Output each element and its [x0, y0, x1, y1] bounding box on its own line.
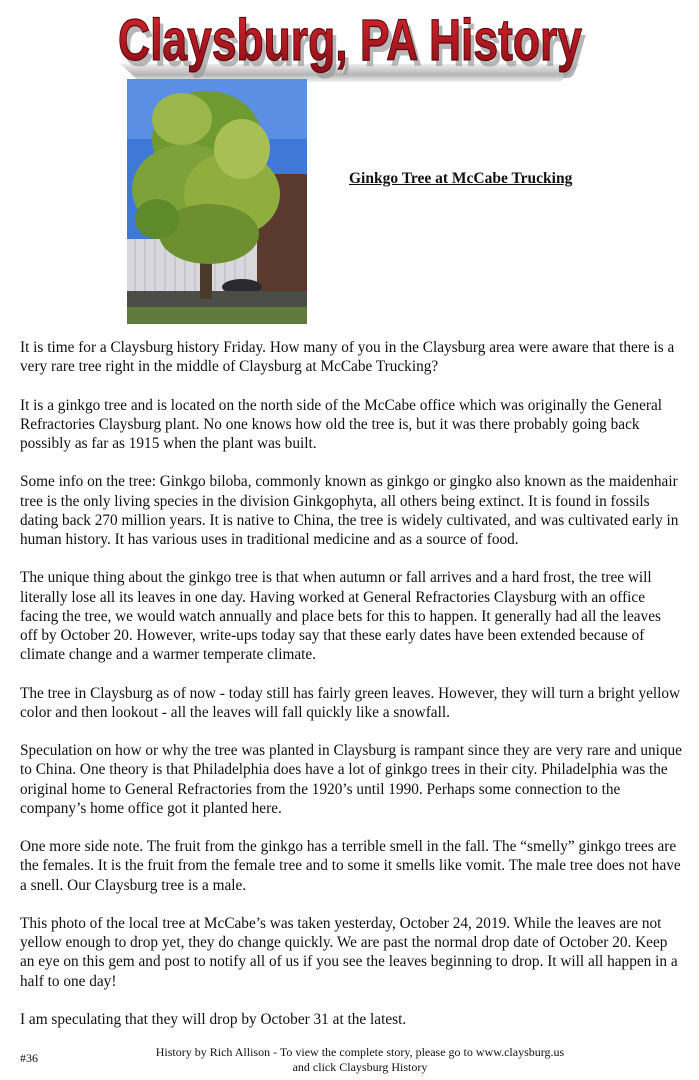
- footer-line-1: History by Rich Allison - To view the complete story, please go to www.claysburg.us: [155, 1045, 565, 1059]
- page-title: Claysburg, PA History: [118, 8, 582, 73]
- photo-caption: Ginkgo Tree at McCabe Trucking: [349, 170, 573, 187]
- ginkgo-tree-photo: [127, 79, 307, 324]
- paragraph: One more side note. The fruit from the ginkgo has a terrible smell in the fall. The “smelly” ginkgo trees are the females. It is the fruit from the female tree and to some it smells like vomit. The male tree does not have a snell. Our Claysburg tree is a male.: [20, 838, 681, 894]
- page-number: #36: [20, 1051, 38, 1065]
- article-body: [20, 338, 682, 1048]
- paragraph: Speculation on how or why the tree was planted in Claysburg is rampant since they are very rare and unique to China. One theory is that Philadelphia does have a lot of ginkgo trees in their city. Philadelphia was the original home to General Refractories from the 1920’s until 1990. Perhaps some connection to the company’s home office got it planted here.: [20, 742, 682, 817]
- paragraph: I am speculating that they will drop by October 31 at the latest.: [20, 1010, 407, 1028]
- paragraph: The unique thing about the ginkgo tree is that when autumn or fall arrives and a hard frost, the tree will literally lose all its leaves in one day. Having worked at General Refractories Claysburg with an office facing the tree, we would watch annually and place bets for this to happen. It generally had all the leaves off by October 20. However, write-ups today say that these early dates have been extended because of climate change and a warmer temperate climate.: [20, 569, 661, 664]
- paragraph: Some info on the tree: Ginkgo biloba, commonly known as ginkgo or gingko also known as the maidenhair tree is the only living species in the division Ginkgophyta, all others being extinct. It is found in fossils dating back 270 million years. It is native to China, the tree is widely cultivated, and was cultivated early in human history. It has various uses in traditional medicine and as a source of food.: [20, 473, 679, 548]
- paragraph: This photo of the local tree at McCabe’s was taken yesterday, October 24, 2019. While the leaves are not yellow enough to drop yet, they do change quickly. We are past the normal drop date of October 20. Keep an eye on this gem and post to notify all of us if you see the leaves beginning to drop. It will all happen in a half to one day!: [20, 914, 678, 990]
- page-title-shadow: Claysburg, PA History: [122, 14, 586, 79]
- footer-credit: [100, 1045, 620, 1075]
- title-banner: [100, 0, 600, 82]
- paragraph: It is time for a Claysburg history Friday. How many of you in the Claysburg area were aware that there is a very rare tree right in the middle of Claysburg at McCabe Trucking?: [20, 339, 675, 376]
- paragraph: The tree in Claysburg as of now - today still has fairly green leaves. However, they will turn a bright yellow color and then lookout - all the leaves will fall quickly like a snowfall.: [20, 684, 681, 721]
- footer-line-2: and click Claysburg History: [292, 1060, 428, 1074]
- title-wordart: [100, 0, 600, 82]
- tree-image: [127, 79, 307, 324]
- paragraph: It is a ginkgo tree and is located on the north side of the McCabe office which was originally the General Refractories Claysburg plant. No one knows how old the tree is, but it was there probably going back possibly as far as 1915 when the plant was built.: [20, 396, 662, 452]
